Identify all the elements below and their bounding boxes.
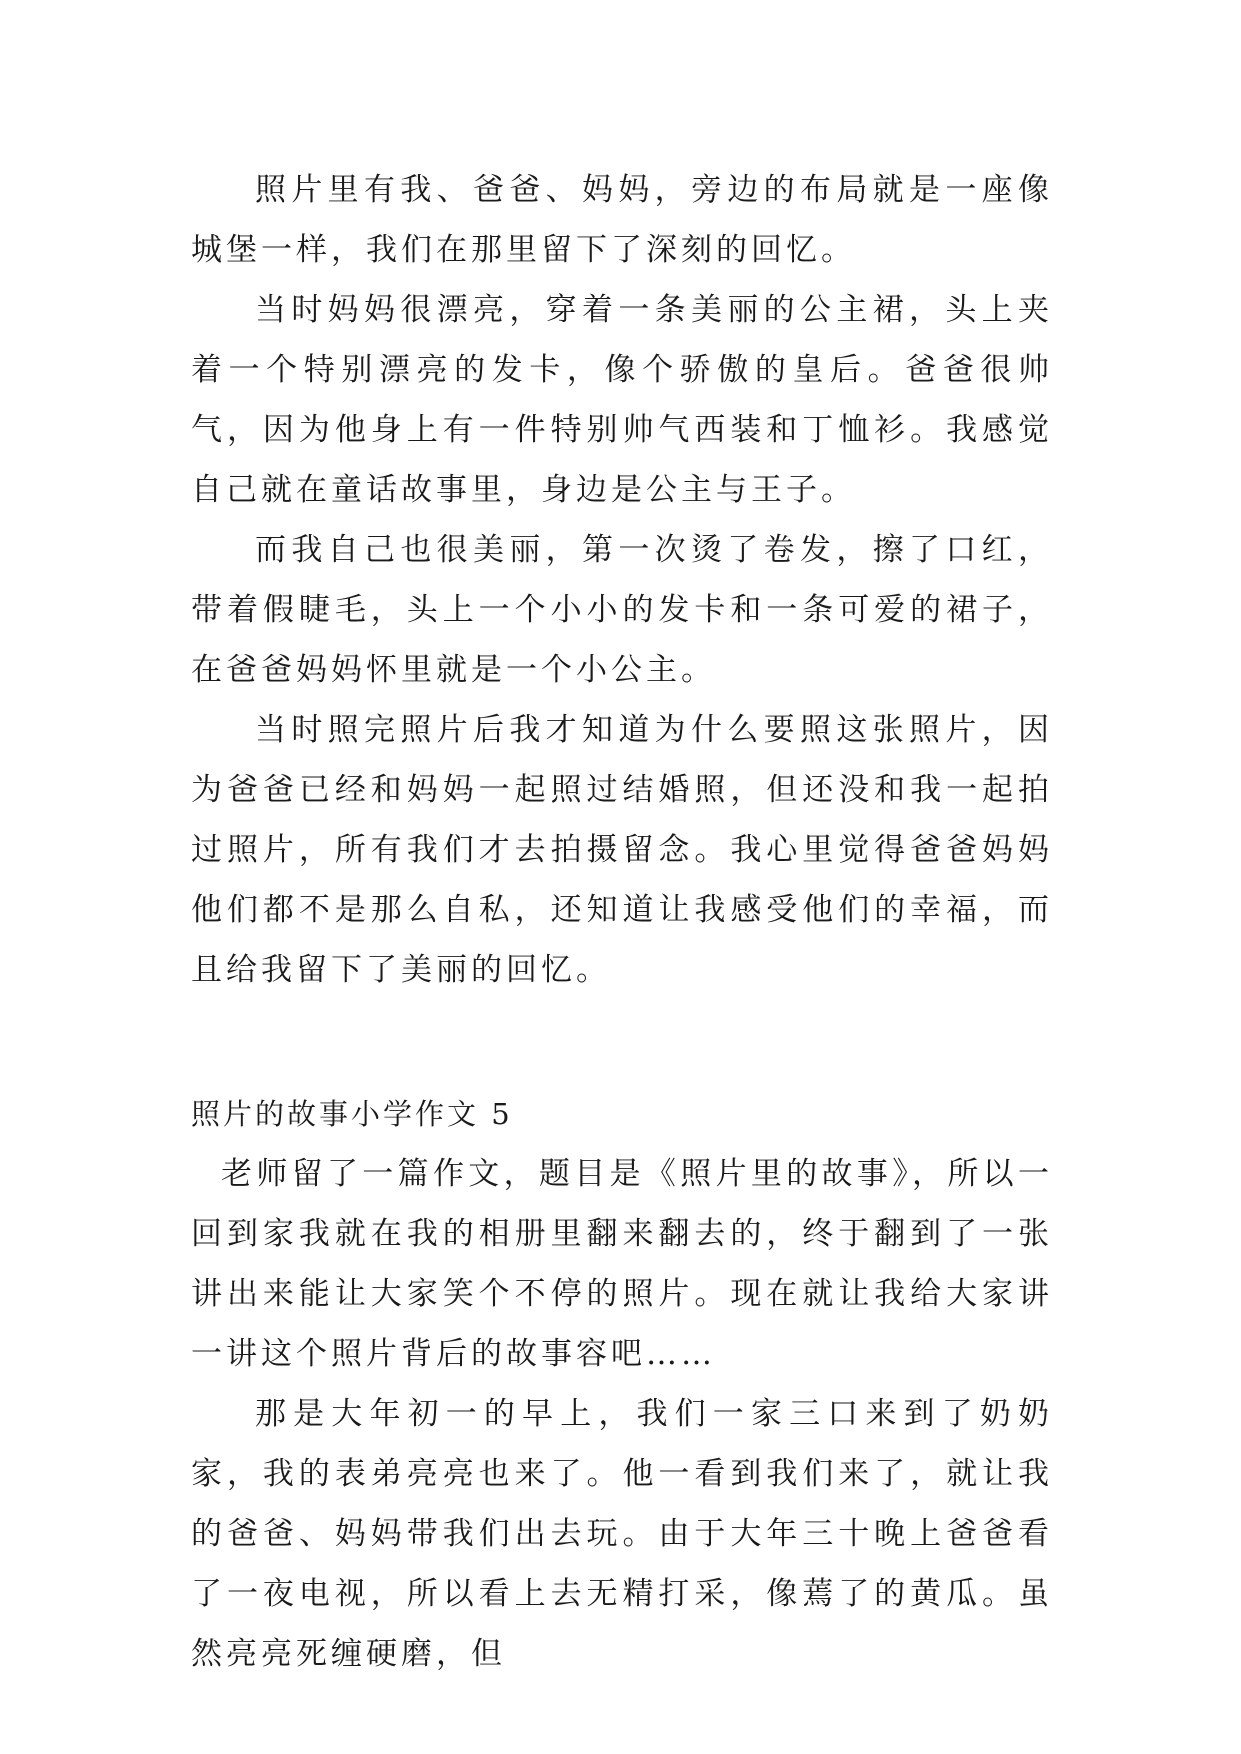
paragraph-new-year-morning: 那是大年初一的早上，我们一家三口来到了奶奶家，我的表弟亮亮也来了。他一看到我们来了，就让我的爸爸、妈妈带我们出去玩。由于大年三十晚上爸爸看了一夜电视，所以看上去无精打采，像蔫了的黄瓜。虽然亮亮死缠硬磨，但 [191,1396,1053,1672]
paragraph-reason: 当时照完照片后我才知道为什么要照这张照片，因为爸爸已经和妈妈一起照过结婚照，但还没和我一起拍过照片，所有我们才去拍摄留念。我心里觉得爸爸妈妈他们都不是那么自私，还知道让我感受他们的幸福，而且给我留下了美丽的回忆。 [191,712,1053,988]
paragraph-mother-father: 当时妈妈很漂亮，穿着一条美丽的公主裙，头上夹着一个特别漂亮的发卡，像个骄傲的皇后。爸爸很帅气，因为他身上有一件特别帅气西装和丁恤衫。我感觉自己就在童话故事里，身边是公主与王子。 [191,292,1053,508]
document-body [191,160,1053,1684]
essay-heading: 照片的故事小学作文 5 [191,1097,513,1131]
paragraph-myself: 而我自己也很美丽，第一次烫了卷发，擦了口红，带着假睫毛，头上一个小小的发卡和一条可爱的裙子，在爸爸妈妈怀里就是一个小公主。 [191,532,1053,688]
paragraph-photo-intro: 照片里有我、爸爸、妈妈，旁边的布局就是一座像城堡一样，我们在那里留下了深刻的回忆。 [191,172,1053,268]
paragraph-teacher-assignment: 老师留了一篇作文，题目是《照片里的故事》，所以一回到家我就在我的相册里翻来翻去的，终于翻到了一张讲出来能让大家笑个不停的照片。现在就让我给大家讲一讲这个照片背后的故事容吧…… [191,1156,1053,1372]
